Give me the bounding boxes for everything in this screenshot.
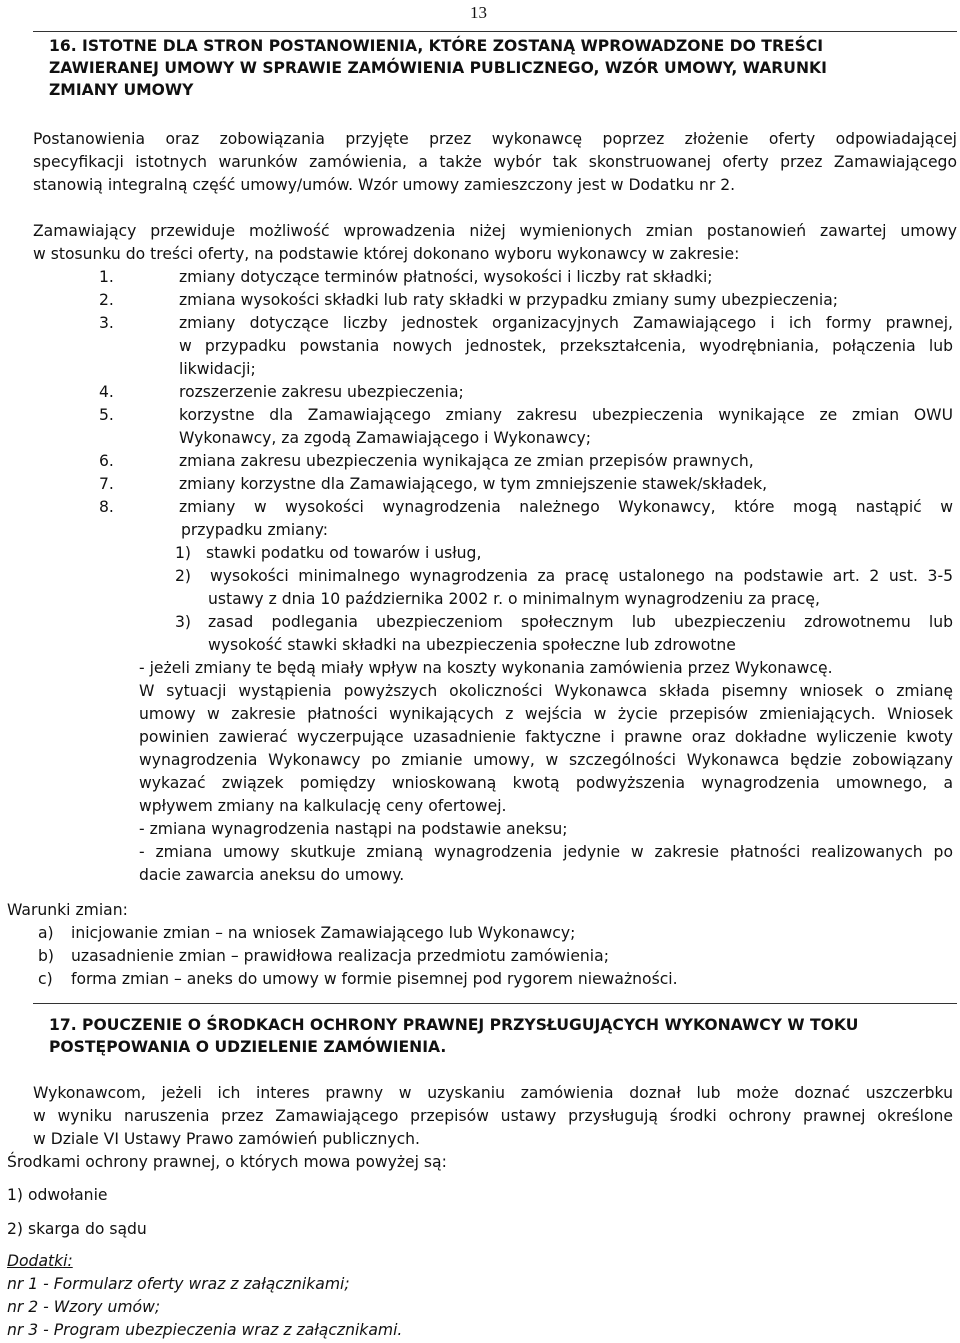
remedy-item: 1) odwołanie bbox=[7, 1186, 108, 1204]
paragraph-line: - zmiana umowy skutkuje zmianą wynagrodzenia jedynie w zakresie płatności realizowanych po bbox=[139, 843, 953, 861]
section-16-title-line: ZAWIERANEJ UMOWY W SPRAWIE ZAMÓWIENIA PUBLICZNEGO, WZÓR UMOWY, WARUNKI bbox=[49, 59, 827, 77]
appendix-item: nr 2 - Wzory umów; bbox=[7, 1298, 161, 1316]
list-number: 1. bbox=[99, 268, 114, 286]
section-16-title-line: ZMIANY UMOWY bbox=[49, 81, 194, 99]
list-number: 8. bbox=[99, 498, 114, 516]
sublist-number: 2) bbox=[175, 567, 192, 585]
paragraph-line: w stosunku do treści oferty, na podstawie której dokonano wyboru wykonawcy w zakresie: bbox=[33, 245, 740, 263]
list-item: korzystne dla Zamawiającego zmiany zakresu ubezpieczenia wynikające ze zmian OWU bbox=[179, 406, 953, 424]
list-item: zmiana wysokości składki lub raty składki w przypadku zmiany sumy ubezpieczenia; bbox=[179, 291, 839, 309]
paragraph-line: wynagrodzenia Wykonawcy po zmianie umowy, w szczególności Wykonawca będzie zobowiązany bbox=[139, 751, 953, 769]
remedies-intro: Środkami ochrony prawnej, o których mowa powyżej są: bbox=[7, 1153, 447, 1171]
section-17-title-line: POSTĘPOWANIA O UDZIELENIE ZAMÓWIENIA. bbox=[49, 1038, 447, 1056]
paragraph-line: Wykonawcom, jeżeli ich interes prawny w uzyskaniu zamówienia doznał lub może doznać uszczerbku bbox=[33, 1084, 953, 1102]
page-number: 13 bbox=[470, 3, 487, 22]
list-item: zmiany dotyczące terminów płatności, wysokości i liczby rat składki; bbox=[179, 268, 713, 286]
list-item-continued: likwidacji; bbox=[179, 360, 256, 378]
list-number: 3. bbox=[99, 314, 114, 332]
appendix-item: nr 1 - Formularz oferty wraz z załącznikami; bbox=[7, 1275, 350, 1293]
conditions-label: Warunki zmian: bbox=[7, 901, 128, 919]
appendices-label: Dodatki: bbox=[7, 1252, 73, 1270]
intro-line: Postanowienia oraz zobowiązania przyjęte przez wykonawcę poprzez złożenie oferty odpowiadającej bbox=[33, 130, 957, 148]
condition-letter: b) bbox=[38, 947, 54, 965]
condition-item: inicjowanie zmian – na wniosek Zamawiającego lub Wykonawcy; bbox=[71, 924, 576, 942]
sublist-item: wysokości minimalnego wynagrodzenia za pracę ustalonego na podstawie art. 2 ust. 3-5 bbox=[210, 567, 953, 585]
list-item: zmiany dotyczące liczby jednostek organizacyjnych Zamawiającego i ich formy prawnej, bbox=[179, 314, 953, 332]
intro-line: specyfikacji istotnych warunków zamówienia, a także wybór tak skonstruowanej oferty przez Zamawiającego bbox=[33, 153, 957, 171]
appendix-item: nr 3 - Program ubezpieczenia wraz z załącznikami. bbox=[7, 1321, 403, 1339]
list-number: 4. bbox=[99, 383, 114, 401]
list-item: zmiana zakresu ubezpieczenia wynikająca ze zmian przepisów prawnych, bbox=[179, 452, 754, 470]
list-number: 2. bbox=[99, 291, 114, 309]
paragraph-line: Zamawiający przewiduje możliwość wprowadzenia niżej wymienionych zmian postanowień zawartej umowy bbox=[33, 222, 957, 240]
list-item: rozszerzenie zakresu ubezpieczenia; bbox=[179, 383, 464, 401]
paragraph-line: dacie zawarcia aneksu do umowy. bbox=[139, 866, 405, 884]
sublist-item-continued: ustawy z dnia 10 października 2002 r. o minimalnym wynagrodzeniu za pracę, bbox=[208, 590, 820, 608]
section-16-heading bbox=[33, 31, 957, 101]
remedy-item: 2) skarga do sądu bbox=[7, 1220, 147, 1238]
section-17-title-line: 17. POUCZENIE O ŚRODKACH OCHRONY PRAWNEJ PRZYSŁUGUJĄCYCH WYKONAWCY W TOKU bbox=[49, 1016, 859, 1034]
list-item-continued: w przypadku powstania nowych jednostek, przekształcenia, wyodrębniania, połączenia lub bbox=[179, 337, 953, 355]
sublist-item: stawki podatku od towarów i usług, bbox=[206, 544, 482, 562]
paragraph-line: w Dziale VI Ustawy Prawo zamówień publicznych. bbox=[33, 1130, 421, 1148]
paragraph-line: W sytuacji wystąpienia powyższych okoliczności Wykonawca składa pisemny wniosek o zmianę bbox=[139, 682, 953, 700]
condition-letter: c) bbox=[38, 970, 53, 988]
list-item-continued: Wykonawcy, za zgodą Zamawiającego i Wykonawcy; bbox=[179, 429, 592, 447]
condition-item: forma zmian – aneks do umowy w formie pisemnej pod rygorem nieważności. bbox=[71, 970, 678, 988]
paragraph-line: umowy w zakresie płatności wynikających z wejścia w życie przepisów zmieniających. Wniosek bbox=[139, 705, 953, 723]
list-number: 5. bbox=[99, 406, 114, 424]
paragraph-line: wykazać związek pomiędzy wnioskowaną kwotą podwyższenia wynagrodzenia umownego, a bbox=[139, 774, 953, 792]
intro-line: stanowią integralną część umowy/umów. Wzór umowy zamieszczony jest w Dodatku nr 2. bbox=[33, 176, 736, 194]
sublist-item: zasad podlegania ubezpieczeniom społecznym lub ubezpieczeniu zdrowotnemu lub bbox=[208, 613, 953, 631]
cost-condition: - jeżeli zmiany te będą miały wpływ na koszty wykonania zamówienia przez Wykonawcę. bbox=[139, 659, 833, 677]
list-number: 7. bbox=[99, 475, 114, 493]
condition-item: uzasadnienie zmian – prawidłowa realizacja przedmiotu zamówienia; bbox=[71, 947, 609, 965]
section-17-heading bbox=[33, 1003, 957, 1058]
list-item: zmiany w wysokości wynagrodzenia należnego Wykonawcy, które mogą nastąpić w bbox=[179, 498, 953, 516]
sublist-number: 3) bbox=[175, 613, 192, 631]
list-item: zmiany korzystne dla Zamawiającego, w tym zmniejszenie stawek/składek, bbox=[179, 475, 768, 493]
list-number: 6. bbox=[99, 452, 114, 470]
condition-letter: a) bbox=[38, 924, 54, 942]
section-16-title-line: 16. ISTOTNE DLA STRON POSTANOWIENIA, KTÓRE ZOSTANĄ WPROWADZONE DO TREŚCI bbox=[49, 37, 824, 55]
sublist-number: 1) bbox=[175, 544, 192, 562]
paragraph-line: powinien zawierać wyczerpujące uzasadnienie faktyczne i prawne oraz dokładne wyliczenie kwoty bbox=[139, 728, 953, 746]
paragraph-line: - zmiana wynagrodzenia nastąpi na podstawie aneksu; bbox=[139, 820, 568, 838]
paragraph-line: w wyniku naruszenia przez Zamawiającego przepisów ustawy przysługują środki ochrony prawnej określone bbox=[33, 1107, 953, 1125]
paragraph-line: wpływem zmiany na kalkulację ceny ofertowej. bbox=[139, 797, 507, 815]
sublist-item-continued: wysokość stawki składki na ubezpieczenia społeczne lub zdrowotne bbox=[208, 636, 736, 654]
list-item-continued: przypadku zmiany: bbox=[181, 521, 328, 539]
